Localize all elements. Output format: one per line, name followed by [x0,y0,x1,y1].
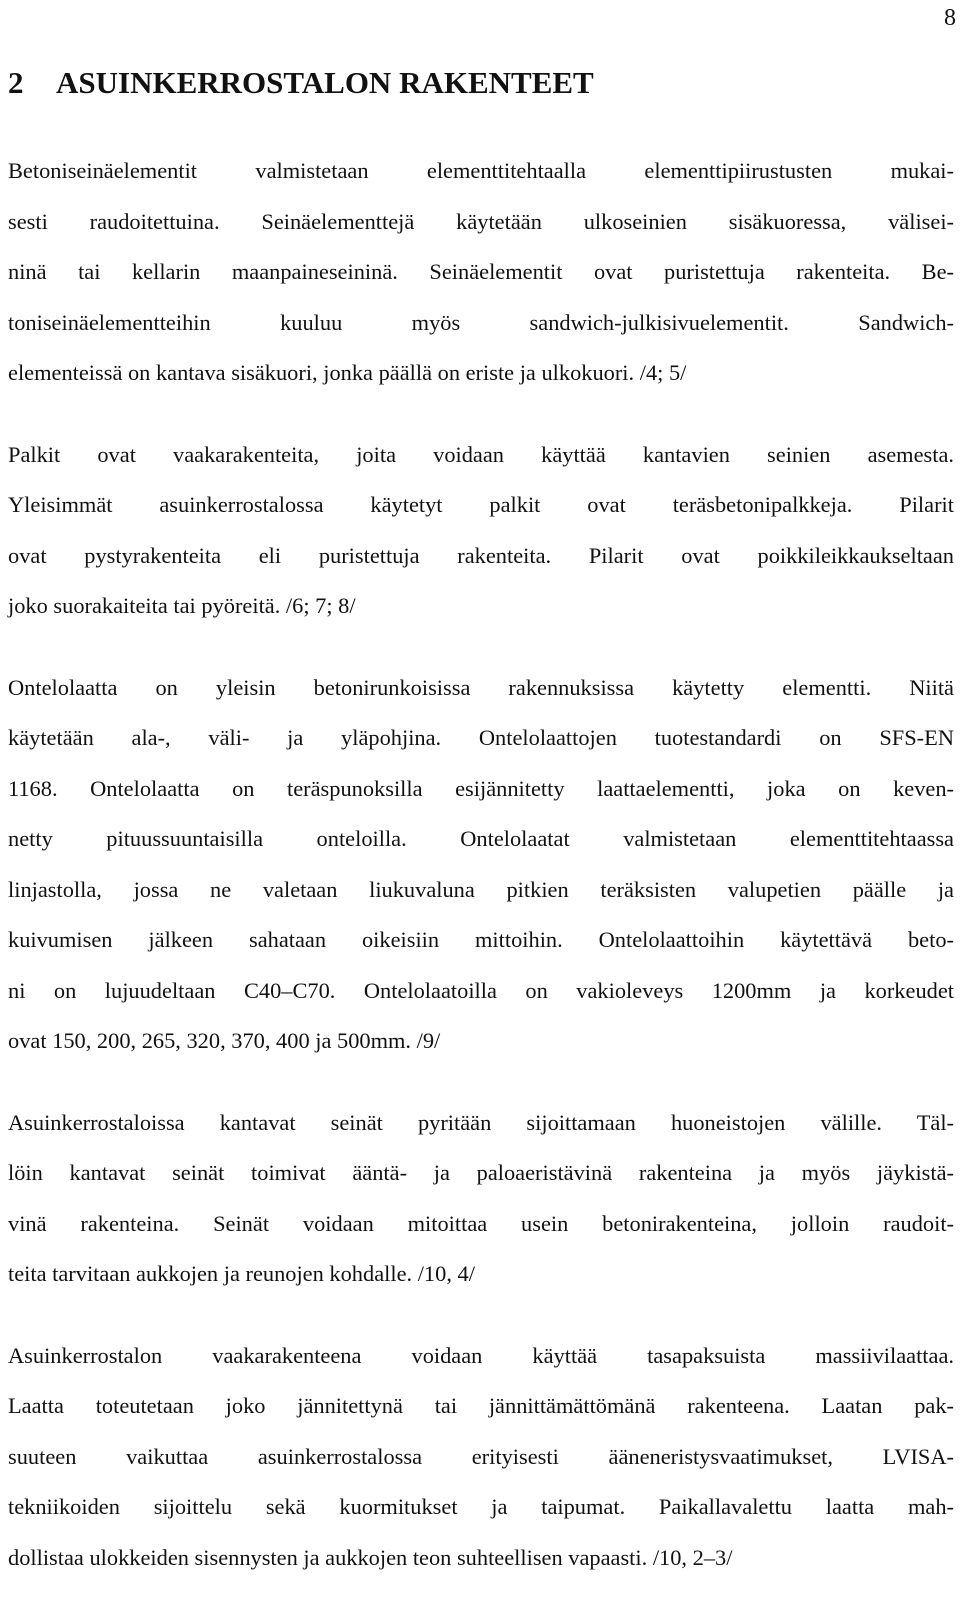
text-line: tekniikoiden sijoittelu sekä kuormitukset ja taipumat. Paikallavalettu laatta mah- [8,1494,954,1519]
text-line: Ontelolaatta on yleisin betonirunkoisissa rakennuksissa käytetty elementti. Niitä [8,674,954,700]
text-line: suuteen vaikuttaa asuinkerrostalossa erityisesti ääneneristysvaatimukset, LVISA- [8,1443,954,1469]
page-number: 8 [944,5,956,31]
paragraph-load-bearing-walls [8,1098,954,1300]
text-line: Palkit ovat vaakarakenteita, joita voidaan käyttää kantavien seinien asemesta. [8,441,954,467]
paragraph-beams-columns [8,430,954,632]
text-line: toniseinäelementteihin kuuluu myös sandwich-julkisivuelementit. Sandwich- [8,309,954,335]
section-title: ASUINKERROSTALON RAKENTEET [56,65,594,100]
text-line: ni on lujuudeltaan C40–C70. Ontelolaatoilla on vakioleveys 1200mm ja korkeudet [8,977,954,1003]
text-line: Asuinkerrostaloissa kantavat seinät pyritään sijoittamaan huoneistojen välille. Täl- [8,1109,954,1135]
paragraph-hollow-core-slab [8,663,954,1067]
text-line: teita tarvitaan aukkojen ja reunojen kohdalle. /10, 4/ [8,1261,475,1286]
text-line: elementeissä on kantava sisäkuori, jonka päällä on eriste ja ulkokuori. /4; 5/ [8,360,687,385]
text-line: ninä tai kellarin maanpaineseininä. Seinäelementit ovat puristettuja rakenteita. Be- [8,259,954,284]
text-line: käytetään ala-, väli- ja yläpohjina. Ontelolaattojen tuotestandardi on SFS-EN [8,725,954,750]
section-number: 2 [8,65,24,100]
text-line: kuivumisen jälkeen sahataan oikeisiin mittoihin. Ontelolaattoihin käytettävä beto- [8,927,954,952]
text-line: Laatta toteutetaan joko jännitettynä tai jännittämättömänä rakenteena. Laatan pak- [8,1393,954,1418]
text-line: netty pituussuuntaisilla onteloilla. Ontelolaatat valmistetaan elementtitehtaassa [8,826,954,851]
text-line: sesti raudoitettuina. Seinäelementtejä käytetään ulkoseinien sisäkuoressa, välisei- [8,208,954,234]
document-body [8,146,954,1614]
text-line: ovat 150, 200, 265, 320, 370, 400 ja 500mm. /9/ [8,1028,441,1053]
text-line: Asuinkerrostalon vaakarakenteena voidaan käyttää tasapaksuista massiivilaattaa. [8,1342,954,1368]
text-line: ovat pystyrakenteita eli puristettuja rakenteita. Pilarit ovat poikkileikkaukseltaan [8,542,954,568]
text-line: löin kantavat seinät toimivat ääntä- ja paloaeristävinä rakenteina ja myös jäykistä- [8,1160,954,1185]
text-line: 1168. Ontelolaatta on teräspunoksilla esijännitetty laattaelementti, joka on keven- [8,775,954,801]
text-line: Betoniseinäelementit valmistetaan elementtitehtaalla elementtipiirustusten mukai- [8,158,954,183]
text-line: vinä rakenteina. Seinät voidaan mitoittaa usein betonirakenteina, jolloin raudoit- [8,1210,954,1236]
section-heading [8,64,594,101]
text-line: joko suorakaiteita tai pyöreitä. /6; 7; 8/ [8,593,356,618]
text-line: linjastolla, jossa ne valetaan liukuvaluna pitkien teräksisten valupetien päälle ja [8,876,954,902]
text-line: Yleisimmät asuinkerrostalossa käytetyt palkit ovat teräsbetonipalkkeja. Pilarit [8,492,954,517]
text-line: dollistaa ulokkeiden sisennysten ja aukkojen teon suhteellisen vapaasti. /10, 2–3/ [8,1544,733,1570]
paragraph-solid-slab [8,1331,954,1584]
paragraph-wall-elements [8,146,954,399]
